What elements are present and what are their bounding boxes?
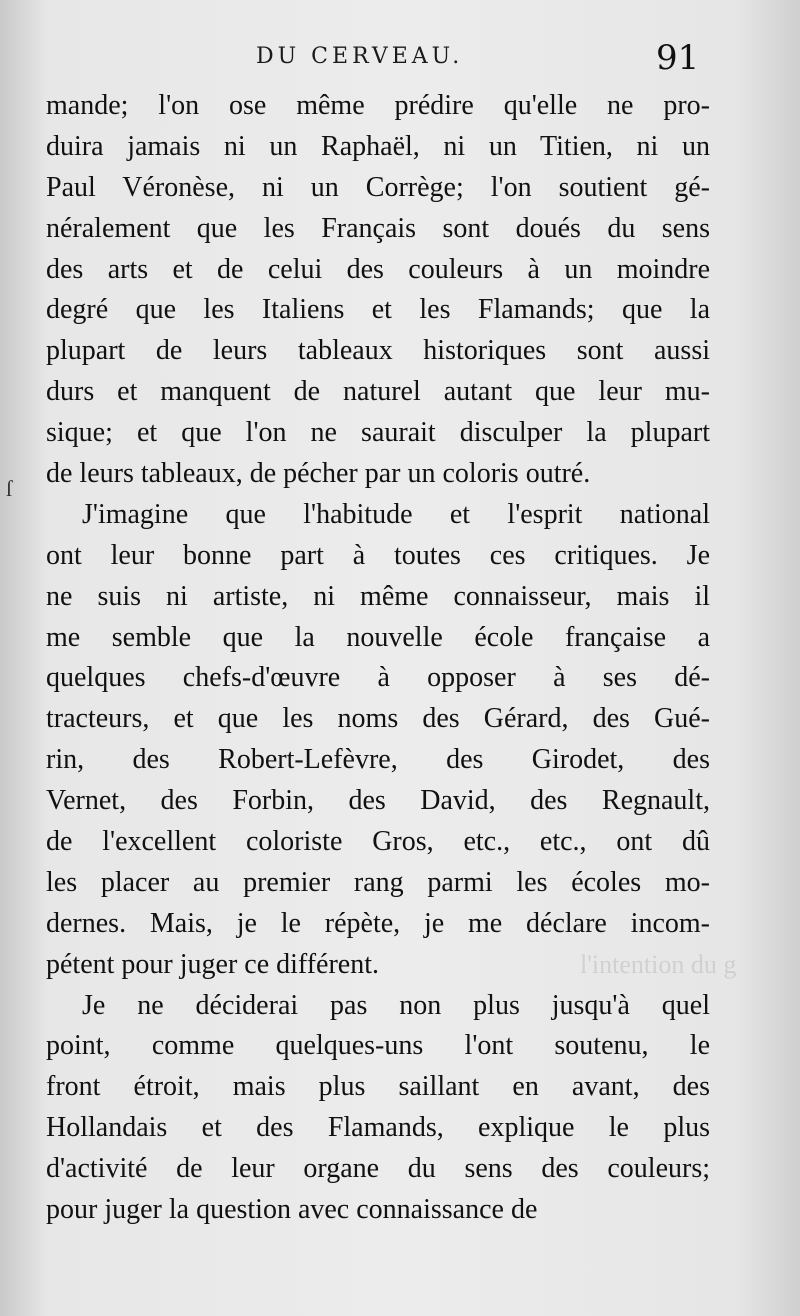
text-line: quelques chefs-d'œuvre à opposer à ses dé- — [46, 662, 710, 694]
text-line: Paul Véronèse, ni un Corrège; l'on soutient gé- — [46, 171, 710, 203]
text-line: durs et manquent de naturel autant que leur mu- — [46, 376, 710, 408]
page-header — [0, 40, 800, 84]
running-head: DU CERVEAU. — [256, 44, 464, 69]
text-line: front étroit, mais plus saillant en avant, des — [46, 1071, 710, 1103]
paragraph — [46, 495, 710, 986]
text-line: ne suis ni artiste, ni même connaisseur, mais il — [46, 580, 710, 612]
text-line: les placer au premier rang parmi les écoles mo- — [46, 866, 710, 898]
text-line: Hollandais et des Flamands, explique le plus — [46, 1112, 710, 1144]
show-through-text: l'intention du g — [580, 950, 737, 979]
text-line: dernes. Mais, je le répète, je me déclare incom- — [46, 907, 710, 939]
text-line: pour juger la question avec connaissance de — [46, 1194, 538, 1226]
text-line: Je ne déciderai pas non plus jusqu'à quel — [82, 989, 710, 1021]
text-line: néralement que les Français sont doués du sens — [46, 212, 710, 244]
text-line: des arts et de celui des couleurs à un moindre — [46, 253, 710, 285]
text-line: rin, des Robert-Lefèvre, des Girodet, des — [46, 744, 710, 776]
text-line: degré que les Italiens et les Flamands; que la — [46, 294, 710, 326]
paragraph — [46, 86, 710, 495]
text-line: sique; et que l'on ne saurait disculper la plupart — [46, 417, 710, 449]
text-line: pétent pour juger ce différent. — [46, 948, 380, 980]
text-line: mande; l'on ose même prédire qu'elle ne pro- — [46, 90, 710, 121]
body-text — [46, 86, 710, 1231]
page-number: 91 — [656, 38, 700, 78]
text-line: Vernet, des Forbin, des David, des Regnault, — [46, 785, 710, 817]
paragraph — [46, 986, 710, 1231]
text-line: point, comme quelques-uns l'ont soutenu, le — [46, 1030, 710, 1062]
text-line: tracteurs, et que les noms des Gérard, des Gué- — [46, 703, 710, 735]
text-line: de l'excellent coloriste Gros, etc., etc., ont dû — [46, 826, 710, 858]
text-line: de leurs tableaux, de pécher par un coloris outré. — [46, 458, 591, 490]
text-line: me semble que la nouvelle école française a — [46, 621, 710, 653]
text-line: duira jamais ni un Raphaël, ni un Titien, ni un — [46, 130, 710, 162]
text-line: J'imagine que l'habitude et l'esprit national — [82, 498, 710, 530]
text-line: ont leur bonne part à toutes ces critiques. Je — [46, 539, 710, 571]
text-line: plupart de leurs tableaux historiques sont aussi — [46, 335, 710, 367]
margin-mark: ſ — [6, 476, 13, 501]
text-line: d'activité de leur organe du sens des couleurs; — [46, 1153, 710, 1185]
